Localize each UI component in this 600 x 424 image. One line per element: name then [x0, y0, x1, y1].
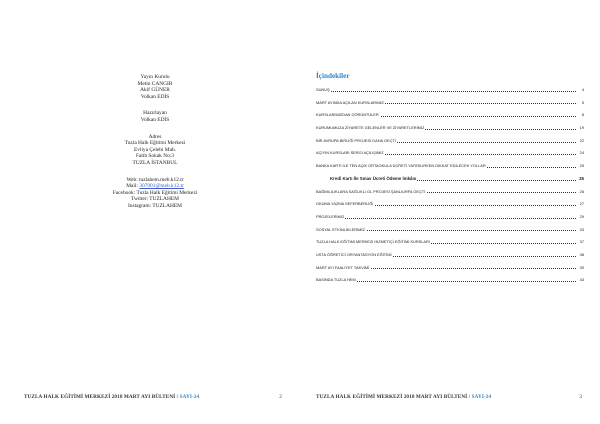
footer-title: TUZLA HALK EĞİTİMİ MERKEZİ 2018 MART AYI BÜLTENİ /: [316, 394, 472, 400]
toc-entry-page: 29: [579, 212, 584, 222]
toc-entry[interactable]: [316, 110, 584, 120]
page-number: 2: [279, 394, 282, 400]
toc-entry[interactable]: [316, 85, 584, 95]
yayin-kurulu-member: Metin CANGIR: [137, 80, 173, 87]
toc-entry-title: BAĞIMLILIKLARA SAĞLIKLI OL PROJESİ ŞANLIURFA GEÇTİ: [316, 188, 426, 194]
toc-entry-page: 4: [581, 85, 584, 95]
toc-entry-title: OKUMA YAZMA SEFERBERLİĞİ: [316, 201, 374, 207]
toc-entry[interactable]: [316, 148, 584, 158]
credits-block: [60, 74, 250, 220]
yayin-kurulu-heading: Yayın Kurulu: [140, 74, 170, 80]
toc-title: İçindekiler: [316, 72, 350, 80]
toc-entry-title: BİR AVRUPA BİRLİĞİ PROJESİ DAHA GEÇTİ: [316, 137, 396, 143]
toc-entry-page: 25: [579, 161, 584, 171]
adres-line: TUZLA İSTANBUL: [132, 159, 178, 166]
toc-entry-page: 33: [579, 225, 584, 235]
footer-title: TUZLA HALK EĞİTİMİ MERKEZİ 2018 MART AYI BÜLTENİ /: [24, 394, 180, 400]
adres-line: Tuzla Halk Eğitimi Merkezi: [124, 140, 186, 147]
toc-entry[interactable]: [316, 225, 584, 235]
toc-entry[interactable]: [316, 187, 584, 197]
footer-issue: SAYI-24: [179, 394, 200, 400]
toc-entry[interactable]: [316, 212, 584, 222]
instagram-line: Instagram: TUZLAHEM: [128, 202, 182, 209]
toc-entry-title: TUZLA HALK EĞİTİMİ MERKEZİ HİZMETİÇİ EĞİTİMİ KURSLARI: [316, 239, 430, 245]
iletisim: [60, 177, 250, 210]
toc-entry-title: SUNUŞ: [316, 87, 330, 92]
web-address: Web: tuzlahem.meb.k12.tr: [126, 176, 184, 183]
yayin-kurulu-member: Akif GÜNER: [140, 87, 170, 94]
table-of-contents: [316, 85, 584, 288]
toc-entry-page: 22: [579, 136, 584, 146]
mail-label: Mail:: [126, 183, 140, 190]
adres: [60, 134, 250, 167]
page-number: 3: [579, 394, 582, 400]
adres-line: Fatih Sokak No:3: [135, 153, 175, 160]
left-footer: [24, 394, 282, 400]
toc-entry-title: MART AYI FAALİYET TAKVİMİ: [316, 264, 370, 270]
toc-entry-page: 43: [579, 275, 584, 285]
toc-entry-title: KURUMUMUZA ZİYARETE GELENLER VE ZİYARETLERİMİZ: [316, 125, 425, 131]
toc-entry[interactable]: [316, 250, 584, 260]
toc-entry-page: 19: [579, 123, 584, 133]
toc-entry-title: SOSYAL ETKİNLİKLERİMİZ: [316, 226, 365, 232]
adres-heading: Adres: [148, 133, 162, 140]
toc-entry-title: BANKA KARTI İLE TEN AÇIK ORTAOKULA ÜCRETİ YATIRILIRKEN DİKKAT EDİLECEK YOLLAR: [316, 163, 486, 169]
toc-entry-page: 25: [578, 174, 584, 184]
toc-entry-title: PROJELERİMİZ: [316, 213, 345, 219]
hazirlayan: [60, 110, 250, 123]
toc-entry-page: 38: [579, 250, 584, 260]
toc-entry[interactable]: [316, 275, 584, 285]
toc-entry-page: 24: [579, 148, 584, 158]
toc-entry-page: 37: [579, 237, 584, 247]
toc-entry-title: MART AYINDA AÇILAN KURSLARIMIZ: [316, 99, 384, 105]
toc-entry-title: USTA ÖĞRETİCİ ORYANTASYON EĞİTİMİ: [316, 251, 392, 257]
hazirlayan-name: Volkan EDİS: [140, 116, 170, 123]
toc-entry-page: 5: [581, 98, 584, 108]
hazirlayan-heading: Hazırlayan: [143, 110, 167, 117]
toc-entry[interactable]: [316, 123, 584, 133]
facebook-line: Facebook: Tuzla Halk Eğitimi Merkezi: [112, 189, 198, 196]
toc-entry-page: 27: [579, 199, 584, 209]
toc-entry-page: 8: [581, 110, 584, 120]
toc-entry-page: 26: [579, 187, 584, 197]
yayin-kurulu: [60, 74, 250, 100]
twitter-line: Twitter: TUZLAHEM: [131, 196, 179, 203]
toc-entry[interactable]: [316, 161, 584, 171]
toc-entry-title: Kredi Kartı İle Sınav Ücreti Ödeme İmkânı: [330, 175, 417, 181]
toc-entry-title: AÇIYIN KURSLARI SERGİ AÇILIŞIMIZ: [316, 150, 384, 156]
toc-entry[interactable]: [316, 136, 584, 146]
toc-entry-page: 39: [579, 263, 584, 273]
toc-entry-title: BASINDA TUZLA HEM: [316, 277, 356, 283]
right-footer: [316, 394, 582, 400]
mail-link[interactable]: 307001@meb.k12.tr: [139, 183, 184, 190]
right-page: [300, 0, 600, 424]
footer-issue: SAYI-24: [471, 394, 492, 400]
toc-entry-title: KURSLARIMIZDAN GÖRÜNTÜLER: [316, 112, 379, 118]
toc-entry[interactable]: [316, 237, 584, 247]
mail-line: [60, 183, 250, 190]
toc-entry[interactable]: [316, 174, 584, 184]
toc-dot-leader: [316, 91, 576, 92]
toc-dot-leader: [316, 218, 576, 219]
toc-entry[interactable]: [316, 263, 584, 273]
toc-entry[interactable]: [316, 199, 584, 209]
toc-entry[interactable]: [316, 98, 584, 108]
yayin-kurulu-member: Volkan EDİS: [140, 93, 170, 100]
adres-line: Evliya Çelebi Mah.: [133, 146, 177, 153]
